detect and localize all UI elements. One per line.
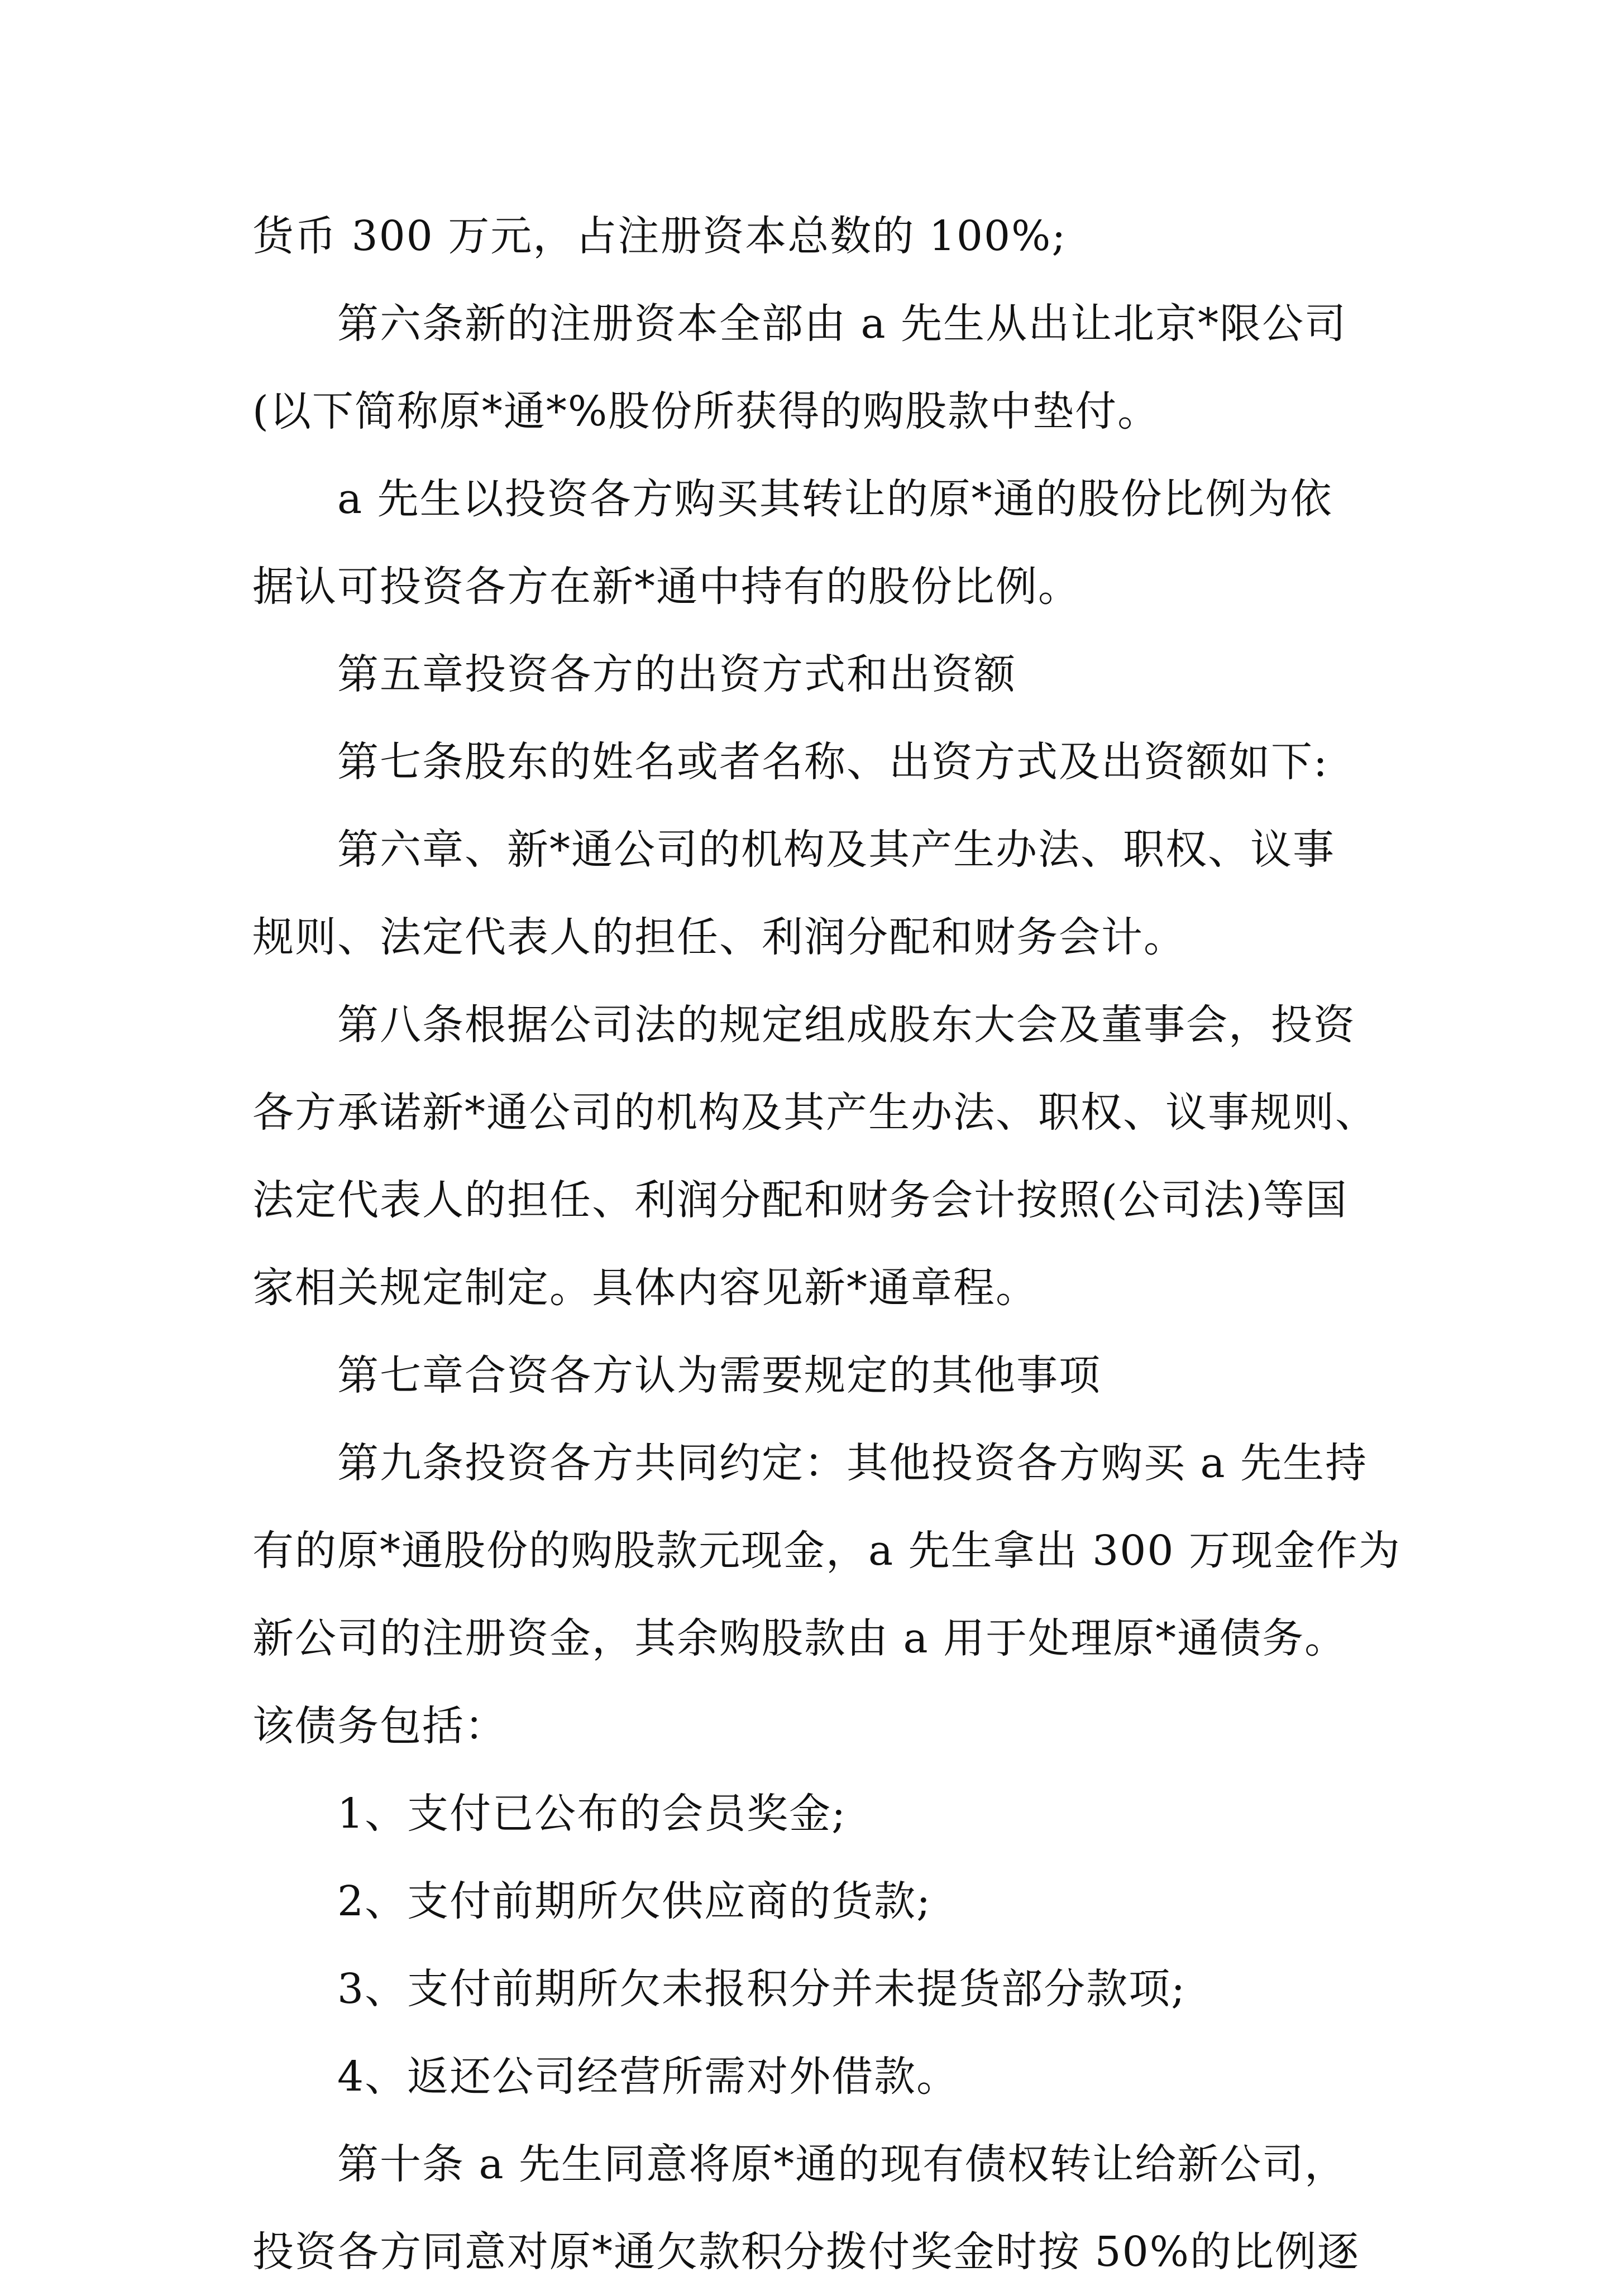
text-line: 第十条 a 先生同意将原*通的现有债权转让给新公司， (337, 2140, 1347, 2188)
text-line: 规则、法定代表人的担任、利润分配和财务会计。 (252, 913, 1186, 961)
text-line: 有的原*通股份的购股款元现金，a 先生拿出 300 万现金作为 (252, 1527, 1401, 1575)
text-line: 家相关规定制定。具体内容见新*通章程。 (252, 1264, 1038, 1312)
text-line: 第六条新的注册资本全部由 a 先生从出让北京*限公司 (337, 300, 1347, 348)
text-line: 法定代表人的担任、利润分配和财务会计按照(公司法)等国 (252, 1176, 1348, 1224)
text-line: 第八条根据公司法的规定组成股东大会及董事会，投资 (337, 1001, 1356, 1049)
chapter-heading: 第七章合资各方认为需要规定的其他事项 (337, 1351, 1101, 1399)
chapter-heading: 第五章投资各方的出资方式和出资额 (337, 650, 1016, 698)
text-line: 第七条股东的姓名或者名称、出资方式及出资额如下: (337, 738, 1328, 786)
text-line: 货币 300 万元，占注册资本总数的 100%; (252, 212, 1067, 260)
document-body (252, 193, 1401, 2296)
text-line: 投资各方同意对原*通欠款积分拨付奖金时按 50%的比例逐 (252, 2228, 1360, 2276)
text-line: 据认可投资各方在新*通中持有的股份比例。 (252, 563, 1080, 611)
text-line: 新公司的注册资金，其余购股款由 a 用于处理原*通债务。 (252, 1614, 1347, 1662)
list-item: 4、返还公司经营所需对外借款。 (337, 2053, 959, 2101)
list-item: 2、支付前期所欠供应商的货款; (337, 1877, 932, 1925)
text-line: a 先生以投资各方购买其转让的原*通的股份比例为依 (337, 475, 1333, 523)
list-item: 3、支付前期所欠未报积分并未提货部分款项; (337, 1965, 1187, 2013)
text-line: (以下简称原*通*%股份所获得的购股款中垫付。 (252, 387, 1160, 435)
text-line: 该债务包括： (252, 1702, 507, 1750)
chapter-heading: 第六章、新*通公司的机构及其产生办法、职权、议事 (337, 826, 1335, 874)
text-line: 各方承诺新*通公司的机构及其产生办法、职权、议事规则、 (252, 1089, 1378, 1137)
list-item: 1、支付已公布的会员奖金; (337, 1790, 847, 1838)
text-line: 第九条投资各方共同约定：其他投资各方购买 a 先生持 (337, 1439, 1368, 1487)
